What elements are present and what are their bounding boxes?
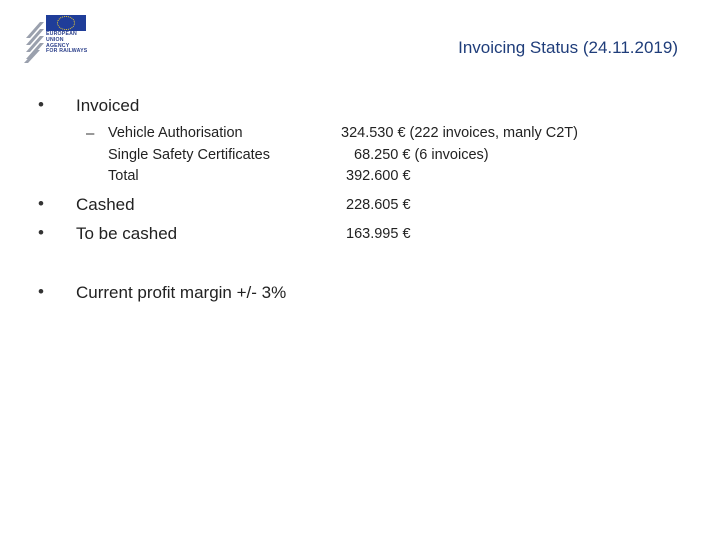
logo-line: FOR RAILWAYS bbox=[46, 48, 88, 55]
total-label: Total bbox=[108, 168, 139, 184]
eu-agency-railways-logo bbox=[20, 15, 102, 65]
to-be-cashed-value: 163.995 € bbox=[346, 226, 411, 242]
logo-line: AGENCY bbox=[46, 42, 70, 49]
total-value: 392.600 € bbox=[346, 168, 411, 184]
page-title: Invoicing Status (24.11.2019) bbox=[458, 38, 678, 57]
cashed-label: Cashed bbox=[76, 195, 135, 214]
eu-stars-icon bbox=[57, 16, 75, 30]
cashed-value: 228.605 € bbox=[346, 197, 411, 213]
bullet-icon: • bbox=[38, 194, 44, 213]
railway-logo-mark-icon bbox=[20, 20, 46, 64]
invoiced-label: Invoiced bbox=[76, 96, 140, 115]
to-be-cashed-label: To be cashed bbox=[76, 224, 178, 243]
bullet-icon: • bbox=[38, 223, 44, 242]
single-safety-certificates-label: Single Safety Certificates bbox=[108, 146, 270, 163]
single-safety-certificates-value: 68.250 € (6 invoices) bbox=[354, 147, 489, 163]
logo-line: UNION bbox=[46, 36, 64, 43]
vehicle-authorisation-value: 324.530 € (222 invoices, manly C2T) bbox=[341, 125, 578, 141]
profit-margin-label: Current profit margin +/- 3% bbox=[76, 283, 287, 302]
eu-flag-icon bbox=[46, 15, 86, 31]
bullet-icon: • bbox=[38, 95, 44, 114]
agency-name bbox=[46, 32, 116, 55]
invoiced-breakdown-labels bbox=[108, 123, 270, 188]
logo-line: EUROPEAN bbox=[46, 31, 78, 37]
vehicle-authorisation-label: Vehicle Authorisation bbox=[108, 125, 243, 141]
bullet-icon: • bbox=[38, 282, 44, 301]
dash-icon: – bbox=[86, 125, 95, 142]
